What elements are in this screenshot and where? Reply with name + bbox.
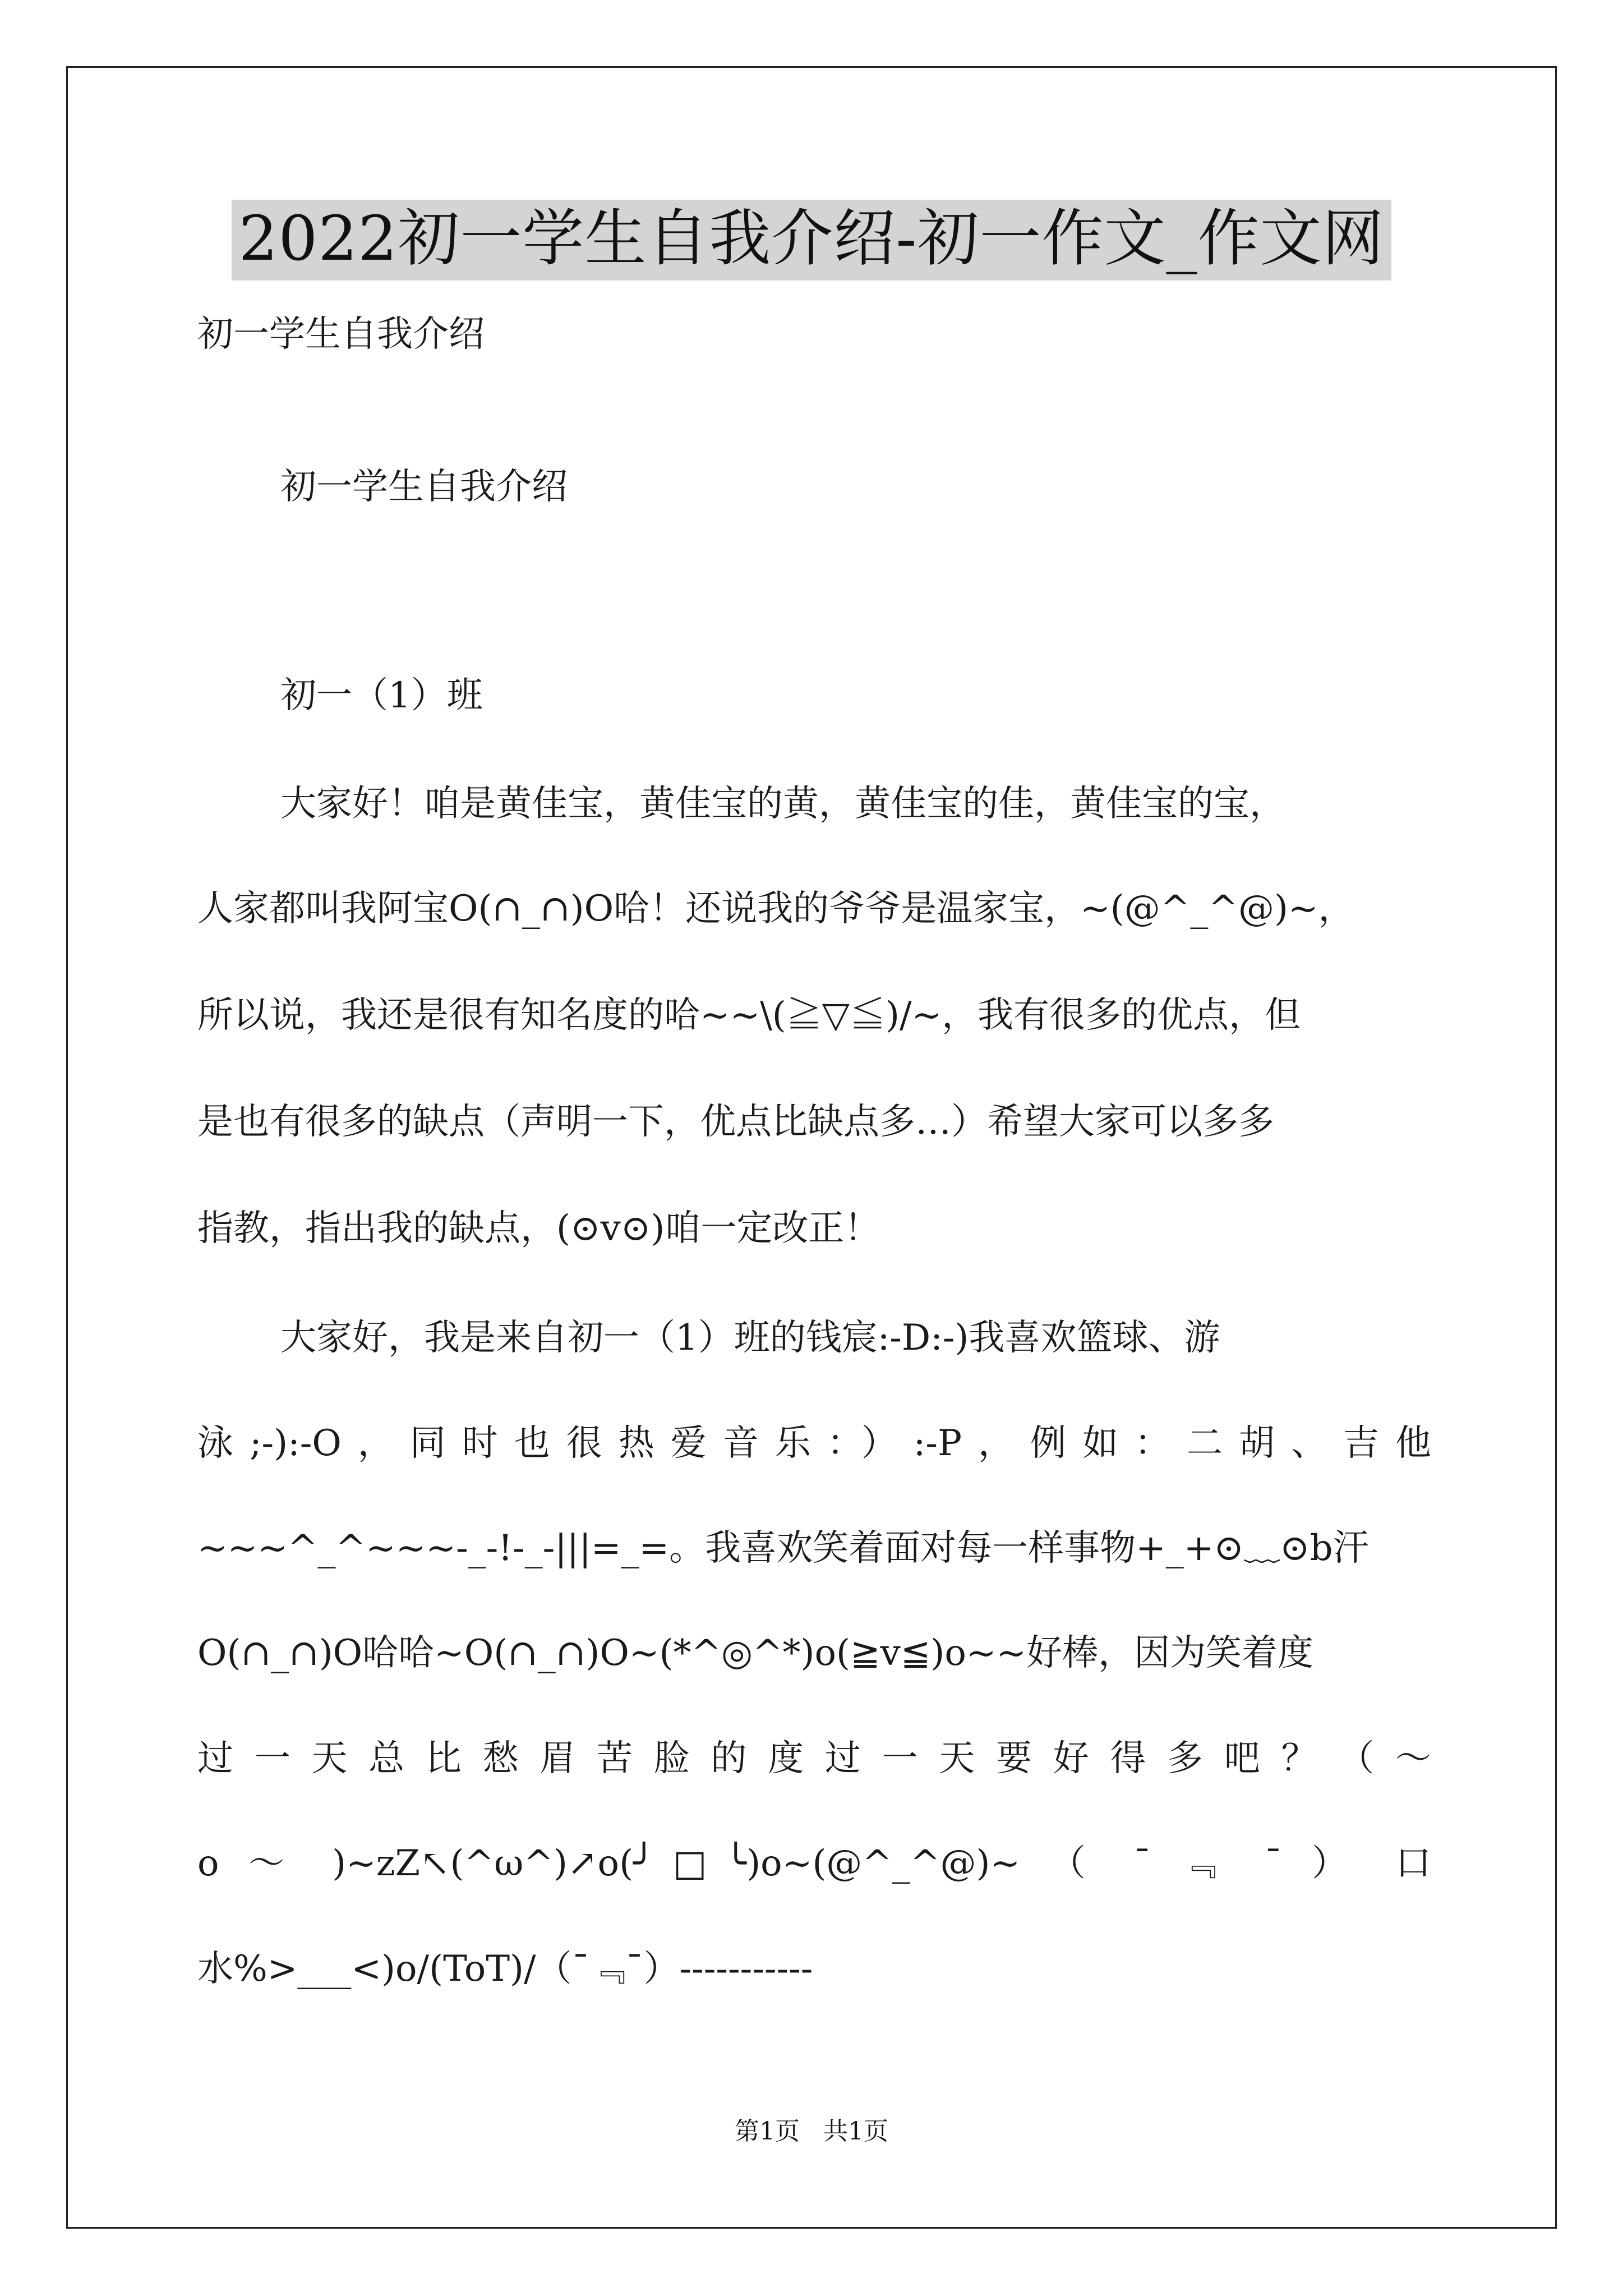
class-line: 初一（1）班 — [280, 675, 483, 716]
paragraph1-line: 指教，指出我的缺点，(⊙v⊙)咱一定改正！ — [197, 1208, 880, 1249]
title-block — [0, 200, 1623, 280]
paragraph2-line: 泳;-):-O，同时也很热爱音乐：）:-P，例如：二胡、吉他 — [197, 1423, 1431, 1464]
page-border — [66, 66, 1557, 2229]
paragraph1-line: 人家都叫我阿宝O(∩_∩)O哈！还说我的爷爷是温家宝，~(@^_^@)~， — [197, 888, 1354, 930]
subtitle-plain: 初一学生自我介绍 — [197, 314, 485, 355]
page-number-current: 第1页 — [735, 2117, 800, 2146]
page-footer — [0, 2116, 1623, 2147]
paragraph2-line: 过一天总比愁眉苦脸的度过一天要好得多吧？（～ — [197, 1738, 1431, 1779]
paragraph2-line: O(∩_∩)O哈哈~O(∩_∩)O~(*^◎^*)o(≧v≦)o~~好棒，因为笑着度 — [197, 1632, 1314, 1674]
subtitle-indented: 初一学生自我介绍 — [280, 466, 568, 508]
paragraph2-line: ~~~^_^~~~-_-!-_-|||=_=。我喜欢笑着面对每一样事物+_+⊙﹏⊙b汗 — [197, 1527, 1369, 1569]
paragraph1-line: 所以说，我还是很有知名度的哈~~\(≧▽≦)/~，我有很多的优点，但 — [197, 995, 1301, 1036]
paragraph2-line: 水%>___<)o/(ToT)/（¯﹃¯）----------- — [197, 1948, 813, 1990]
document-title: 2022初一学生自我介绍-初一作文_作文网 — [232, 200, 1391, 280]
paragraph1-line: 是也有很多的缺点（声明一下，优点比缺点多…）希望大家可以多多 — [197, 1101, 1274, 1143]
paragraph1-line: 大家好！咱是黄佳宝，黄佳宝的黄，黄佳宝的佳，黄佳宝的宝， — [280, 783, 1285, 825]
paragraph2-line: o ～ )~zZ↖(^ω^)↗o(╯□╰)o~(@^_^@)~ （ ¯ ﹃ ¯ ） 口 — [197, 1843, 1431, 1884]
page-number-total: 共1页 — [823, 2117, 888, 2146]
paragraph2-line: 大家好，我是来自初一（1）班的钱宸:-D:-)我喜欢篮球、游 — [280, 1317, 1220, 1359]
